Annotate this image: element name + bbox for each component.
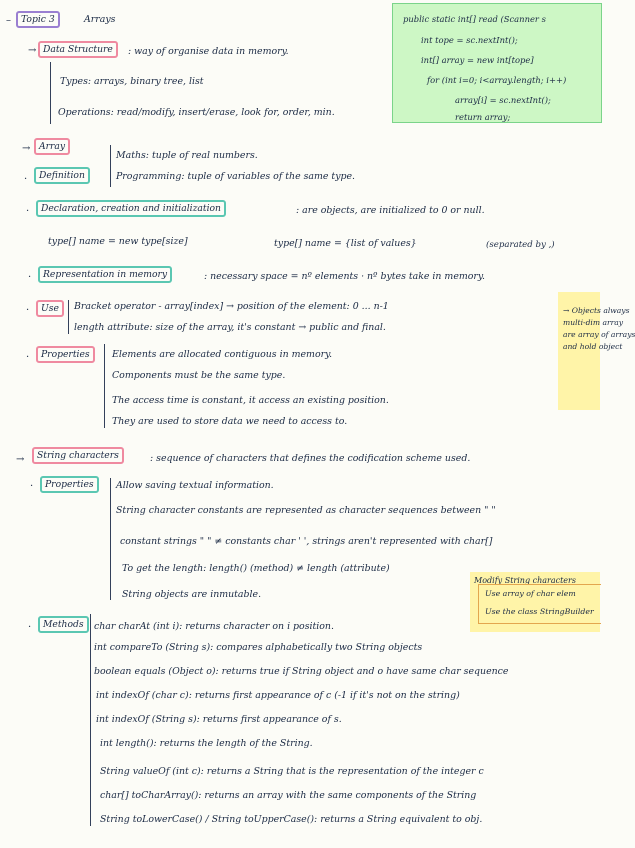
code-line: int tope = sc.nextInt(); (421, 35, 518, 45)
properties-string-item: String character constants are represented as character sequences between " " (116, 505, 496, 516)
code-line: return array; (455, 112, 511, 122)
side-note-array (558, 292, 635, 410)
method-item: int indexOf (char c): returns first appearance of c (-1 if it's not on the string) (96, 690, 460, 701)
code-line: int[] array = new int[tope] (421, 55, 534, 65)
use-bracket: Bracket operator - array[index] → position of the element: 0 ... n-1 (74, 301, 389, 312)
declaration-code-2-note: (separated by ,) (486, 240, 555, 250)
side-note-line: → Objects always (563, 306, 630, 315)
method-item: boolean equals (Object o): returns true if String object and o have same char sequence (94, 666, 509, 677)
data-structure-definition: : way of organise data in memory. (128, 46, 289, 57)
side-note-line: multi-dim array (563, 318, 624, 327)
data-structure-operations: Operations: read/modify, insert/erase, look for, order, min. (58, 107, 335, 118)
side-note-box (478, 584, 601, 624)
properties-string-item: constant strings " " ≠ constants char ' ', strings aren't represented with char[] (120, 536, 493, 547)
representation-text: : necessary space = nº elements · nº bytes take in memory. (204, 271, 485, 282)
method-item: String valueOf (int c): returns a String that is the representation of the integer c (100, 766, 484, 777)
properties-string-item: Allow saving textual information. (116, 480, 274, 491)
side-note-line: Use the class StringBuilder (485, 607, 594, 616)
data-structure-term: Data Structure (38, 41, 118, 58)
properties-array-term: Properties (36, 346, 95, 363)
properties-string-item: To get the length: length() (method) ≠ length (attribute) (122, 563, 390, 574)
topic-title: Arrays (84, 14, 116, 25)
side-note-line: and hold object (563, 342, 623, 351)
side-note-line: are array of arrays (563, 330, 635, 339)
code-line: array[i] = sc.nextInt(); (455, 95, 551, 105)
properties-array-item: Elements are allocated contiguous in memory. (112, 349, 333, 360)
properties-array-item: They are used to store data we need to access to. (112, 416, 348, 427)
method-item: String toLowerCase() / String toUpperCase(): returns a String equivalent to obj. (100, 814, 483, 825)
use-term: Use (36, 300, 64, 317)
code-note (392, 3, 602, 123)
method-item: char charAt (int i): returns character on i position. (94, 621, 334, 632)
topic-label: Topic 3 (16, 11, 60, 28)
string-characters-term: String characters (32, 447, 124, 464)
properties-string-term: Properties (40, 476, 99, 493)
data-structure-types: Types: arrays, binary tree, list (60, 76, 204, 87)
side-note-line: Use array of char elem (485, 589, 576, 598)
method-item: char[] toCharArray(): returns an array with the same components of the String (100, 790, 477, 801)
method-item: int indexOf (String s): returns first appearance of s. (96, 714, 342, 725)
code-line: public static int[] read (Scanner s (403, 14, 546, 24)
properties-array-item: The access time is constant, it access an existing position. (112, 395, 389, 406)
methods-term: Methods (38, 616, 89, 633)
definition-term: Definition (34, 167, 90, 184)
method-item: int compareTo (String s): compares alphabetically two String objects (94, 642, 423, 653)
declaration-term: Declaration, creation and initialization (36, 200, 226, 217)
properties-string-item: String objects are inmutable. (122, 589, 262, 600)
declaration-code-1: type[] name = new type[size] (48, 236, 188, 247)
definition-programming: Programming: tuple of variables of the same type. (116, 171, 356, 182)
representation-term: Representation in memory (38, 266, 172, 283)
declaration-text: : are objects, are initialized to 0 or null. (296, 205, 485, 216)
declaration-code-2: type[] name = {list of values} (274, 238, 417, 249)
code-line: for (int i=0; i<array.length; i++) (427, 75, 567, 85)
string-characters-definition: : sequence of characters that defines the codification scheme used. (150, 453, 471, 464)
use-length: length attribute: size of the array, it's constant → public and final. (74, 322, 386, 333)
method-item: int length(): returns the length of the String. (100, 738, 313, 749)
side-note-title: Modify String characters (474, 576, 576, 585)
properties-array-item: Components must be the same type. (112, 370, 286, 381)
definition-maths: Maths: tuple of real numbers. (116, 150, 258, 161)
array-term: Array (34, 138, 70, 155)
